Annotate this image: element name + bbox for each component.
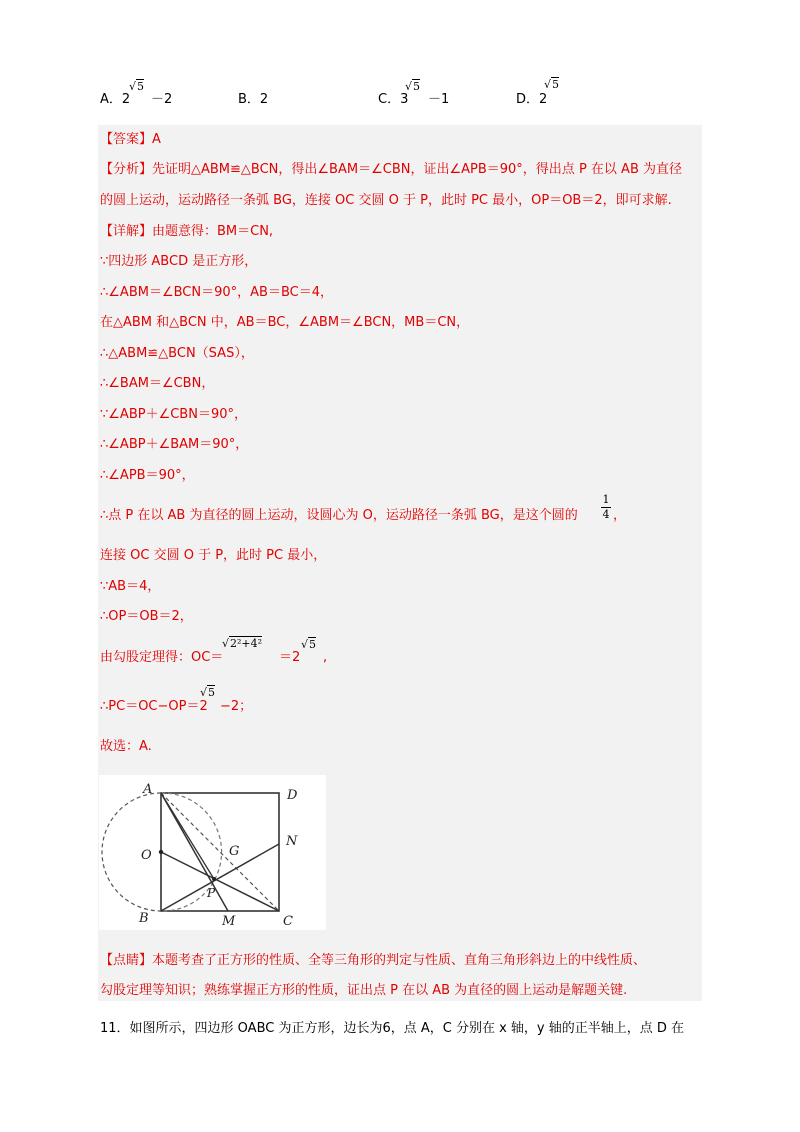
label-a: A xyxy=(143,782,153,797)
step-line: ∴∠APB＝90°， xyxy=(100,468,195,483)
label-o: O xyxy=(141,848,152,863)
next-question: 11．如图所示，四边形 OABC 为正方形，边长为6，点 A，C 分别在 x 轴，y 轴的正半轴上，点 D 在 xyxy=(100,1021,685,1036)
pyth-eq: ＝2 xyxy=(279,650,301,665)
ab-line: ∵AB＝4， xyxy=(100,579,161,594)
point-o xyxy=(159,850,163,854)
comment-line-1: 【点睛】本题考查了正方形的性质、全等三角形的判定与性质、直角三角形斜边上的中线性质、 xyxy=(100,953,647,968)
step-line: ∴∠ABM＝∠BCN＝90°，AB＝BC＝4， xyxy=(100,285,333,300)
label-g: G xyxy=(229,844,240,859)
segment-am xyxy=(161,793,228,911)
segment-bn xyxy=(161,844,279,911)
choose-line: 故选：A. xyxy=(100,739,152,754)
label-c: C xyxy=(283,914,293,929)
label-p: P xyxy=(207,886,216,900)
op-line: ∴OP＝OB＝2， xyxy=(100,609,193,624)
pyth-end: , xyxy=(323,650,328,665)
step-line: ∴∠ABP＋∠BAM＝90°， xyxy=(100,437,249,452)
pyth-sqrt: √5 xyxy=(301,638,317,651)
option-a-tail: －2 xyxy=(151,92,173,107)
step-line: ∵四边形 ABCD 是正方形， xyxy=(100,254,258,269)
pc-sqrt: √5 xyxy=(200,686,216,699)
segment-ap xyxy=(161,793,214,879)
option-a-sqrt: √5 xyxy=(129,80,145,93)
pc-end: −2； xyxy=(220,699,253,714)
connect-line: 连接 OC 交圆 O 于 P，此时 PC 最小， xyxy=(100,548,327,563)
option-a-label: A．2 xyxy=(100,92,131,107)
step-line: 在△ABM 和△BCN 中，AB＝BC，∠ABM＝∠BCN，MB＝CN， xyxy=(100,315,470,330)
label-m: M xyxy=(222,914,236,929)
pyth-line-prefix: 由勾股定理得：OC＝ xyxy=(100,650,224,665)
comment-line-2: 勾股定理等知识；熟练掌握正方形的性质，证出点 P 在以 AB 为直径的圆上运动是解题关键. xyxy=(100,983,628,998)
diagonal-ac xyxy=(161,793,279,911)
step-line: ∵∠ABP＋∠CBN＝90°， xyxy=(100,407,247,422)
label-n: N xyxy=(286,834,298,849)
segment-oc xyxy=(161,852,279,911)
circle-arc-left xyxy=(102,793,161,911)
option-c-tail: －1 xyxy=(428,92,450,107)
step-line: ∴△ABM≌△BCN（SAS）， xyxy=(100,346,254,361)
fraction-quarter: $\frac{1}{4}$ xyxy=(602,493,610,521)
label-d: D xyxy=(287,788,298,803)
geometry-figure xyxy=(99,775,326,930)
option-d-label: D．2 xyxy=(516,92,548,107)
label-b: B xyxy=(139,911,149,926)
answer-line: 【答案】A xyxy=(100,132,161,147)
detail-line: 【详解】由题意得：BM＝CN, xyxy=(100,224,274,239)
option-b-label: B．2 xyxy=(238,92,269,107)
option-d-sqrt: √5 xyxy=(544,78,560,91)
step-line: ∴∠BAM＝∠CBN， xyxy=(100,376,215,391)
option-c-label: C．3 xyxy=(378,92,409,107)
analysis-line-cont: 的圆上运动，运动路径一条弧 BG，连接 OC 交圆 O 于 P，此时 PC 最小，OP＝OB＝2，即可求解. xyxy=(100,193,672,208)
circle-line: ∴点 P 在以 AB 为直径的圆上运动，设圆心为 O，运动路径一条弧 BG，是这个圆的 xyxy=(100,508,578,523)
pc-line-prefix: ∴PC＝OC−OP＝2 xyxy=(100,699,208,714)
point-p xyxy=(212,877,216,881)
analysis-line: 【分析】先证明△ABM≌△BCN，得出∠BAM＝∠CBN，证出∠APB＝90°，得出点 P 在以 AB 为直径 xyxy=(100,162,682,177)
circle-line-end: ， xyxy=(613,508,627,523)
option-c-sqrt: √5 xyxy=(405,80,421,93)
figure-svg xyxy=(99,775,326,930)
pyth-radical: √2²+4² xyxy=(222,637,263,650)
